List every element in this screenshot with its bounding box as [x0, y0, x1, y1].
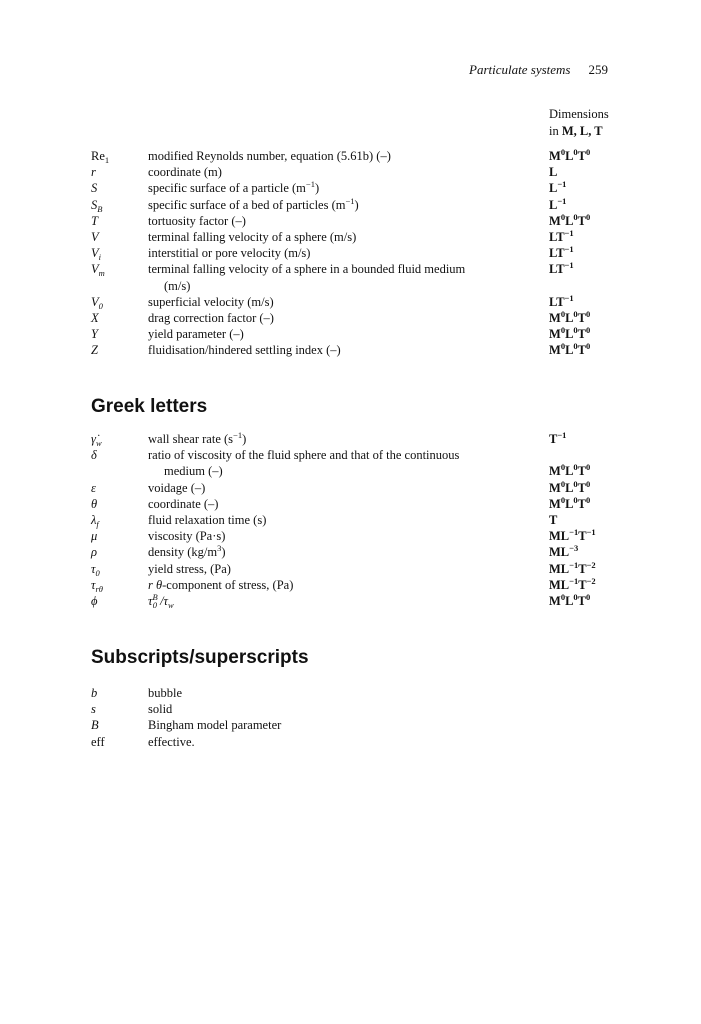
dimension: $T^{-1}$: [549, 430, 567, 446]
dimension: $M^0L^0T^0$: [549, 462, 591, 479]
list-item: [91, 294, 621, 310]
list-item: [91, 261, 621, 293]
description: interstitial or pore velocity (m/s): [148, 246, 311, 261]
dimension: $ML^{-1}T^{-2}$: [549, 575, 596, 592]
description: yield parameter (–): [148, 327, 244, 342]
symbol: $\tau_{r\theta}$: [91, 577, 103, 594]
description: superficial velocity (m/s): [148, 294, 274, 309]
symbol: $\lambda_f$: [91, 513, 99, 530]
description: viscosity (Pa·s): [148, 529, 226, 544]
description: specific surface of a bed of particles $(m^{-1})$: [148, 195, 359, 212]
list-item: [91, 593, 621, 609]
description: yield stress, (Pa): [148, 561, 231, 576]
symbol: $V_m$: [91, 262, 105, 279]
symbol: b: [91, 686, 98, 700]
description: modified Reynolds number, equation (5.61b) (–): [148, 149, 391, 163]
greek-letters-heading: Greek letters: [91, 396, 208, 417]
dimension: $M^0L^0T^0$: [549, 494, 591, 511]
dimension: $M^0L^0T^0$: [549, 478, 591, 495]
symbol: V: [91, 230, 99, 245]
dimension: $LT^{-1}$: [549, 260, 574, 277]
dimensions-column-header: [549, 106, 609, 140]
list-item: [91, 561, 621, 577]
description: coordinate (m): [148, 165, 222, 180]
list-item: [91, 528, 621, 544]
description: ratio of viscosity of the fluid sphere and that of the continuous medium (–): [148, 448, 460, 479]
list-item: [91, 148, 621, 164]
symbol: $\gammȧ_w$: [91, 432, 102, 448]
symbol: B: [91, 718, 99, 733]
symbol: T: [91, 213, 98, 228]
symbol: ρ: [91, 545, 97, 560]
dimension: L: [549, 165, 558, 180]
symbol: $V_i$: [91, 246, 102, 263]
dimension: T: [549, 513, 558, 528]
description: density $(kg/m^3)$: [148, 543, 226, 560]
description: coordinate (–): [148, 496, 219, 511]
symbol: $Re_1$: [91, 149, 110, 165]
dimension: $M^0L^0T^0$: [549, 592, 591, 609]
symbol: $S_B$: [91, 197, 103, 214]
symbol: X: [91, 311, 99, 326]
list-item: [91, 512, 621, 528]
list-item: [91, 734, 621, 750]
description: bubble: [148, 686, 183, 700]
dimension: $ML^{-1}T^{-1}$: [549, 527, 596, 544]
description: fluidisation/hindered settling index (–): [148, 343, 341, 358]
dimension: $ML^{-3}$: [549, 543, 579, 560]
list-item: [91, 577, 621, 593]
list-item: [91, 431, 621, 447]
dimensions-header-line2: in M, L, T: [549, 124, 603, 138]
description: specific surface of a particle $(m^{-1})$: [148, 179, 320, 196]
description: terminal falling velocity of a sphere in a bounded fluid medium (m/s): [148, 262, 466, 293]
list-item: [91, 180, 621, 196]
description: $\tau^B_0$ $/\tau_w$: [148, 592, 174, 611]
dimension: $M^0L^0T^0$: [549, 341, 591, 358]
description: terminal falling velocity of a sphere (m/s): [148, 230, 357, 245]
symbol: δ: [91, 448, 97, 463]
list-item: [91, 310, 621, 326]
symbol: r: [91, 165, 96, 180]
nomenclature-list: [91, 148, 621, 359]
dimension: $ML^{-1}T^{-2}$: [549, 559, 596, 576]
symbol: Z: [91, 343, 98, 358]
description: solid: [148, 702, 173, 717]
list-item: [91, 496, 621, 512]
symbol: $V_0$: [91, 294, 103, 311]
description: drag correction factor (–): [148, 311, 274, 326]
list-item: [91, 213, 621, 229]
symbol: $\tau_0$: [91, 561, 100, 578]
dimension: $L^{-1}$: [549, 195, 567, 212]
description: tortuosity factor (–): [148, 213, 246, 228]
dimension: $M^0L^0T^0$: [549, 147, 591, 163]
dimension: $M^0L^0T^0$: [549, 325, 591, 342]
dimension: $LT^{-1}$: [549, 228, 574, 245]
description: Bingham model parameter: [148, 718, 282, 733]
list-item: [91, 480, 621, 496]
list-item: [91, 342, 621, 358]
running-title: Particulate systems: [469, 62, 571, 77]
list-item: [91, 229, 621, 245]
dimension: $LT^{-1}$: [549, 292, 574, 309]
list-item: [91, 685, 621, 701]
symbol: ϕ: [91, 594, 98, 609]
description: fluid relaxation time (s): [148, 513, 267, 528]
symbol: ε: [91, 480, 96, 495]
symbol: eff: [91, 734, 105, 749]
description: r θ-component of stress, (Pa): [148, 577, 294, 592]
symbol: Y: [91, 327, 98, 342]
description: voidage (–): [148, 480, 206, 495]
description: effective.: [148, 734, 195, 749]
list-item: [91, 164, 621, 180]
dimensions-header-line1: Dimensions: [549, 107, 609, 121]
dimension: $LT^{-1}$: [549, 244, 574, 261]
subscripts-heading: Subscripts/superscripts: [91, 647, 309, 668]
list-item: [91, 326, 621, 342]
list-item: [91, 544, 621, 560]
page-number: 259: [588, 62, 608, 77]
dimension: $M^0L^0T^0$: [549, 211, 591, 228]
symbol: s: [91, 702, 96, 717]
greek-letters-list: [91, 431, 621, 609]
list-item: [91, 701, 621, 717]
symbol: μ: [91, 529, 98, 544]
subscripts-list: [91, 685, 621, 750]
symbol: S: [91, 181, 98, 196]
list-item: [91, 447, 621, 479]
list-item: [91, 197, 621, 213]
list-item: [91, 245, 621, 261]
dimension: $M^0L^0T^0$: [549, 309, 591, 326]
symbol: θ: [91, 496, 98, 511]
dimension: $L^{-1}$: [549, 179, 567, 196]
list-item: [91, 717, 621, 733]
description: wall shear rate $(s^{-1})$: [148, 430, 247, 446]
running-header: [0, 62, 608, 78]
